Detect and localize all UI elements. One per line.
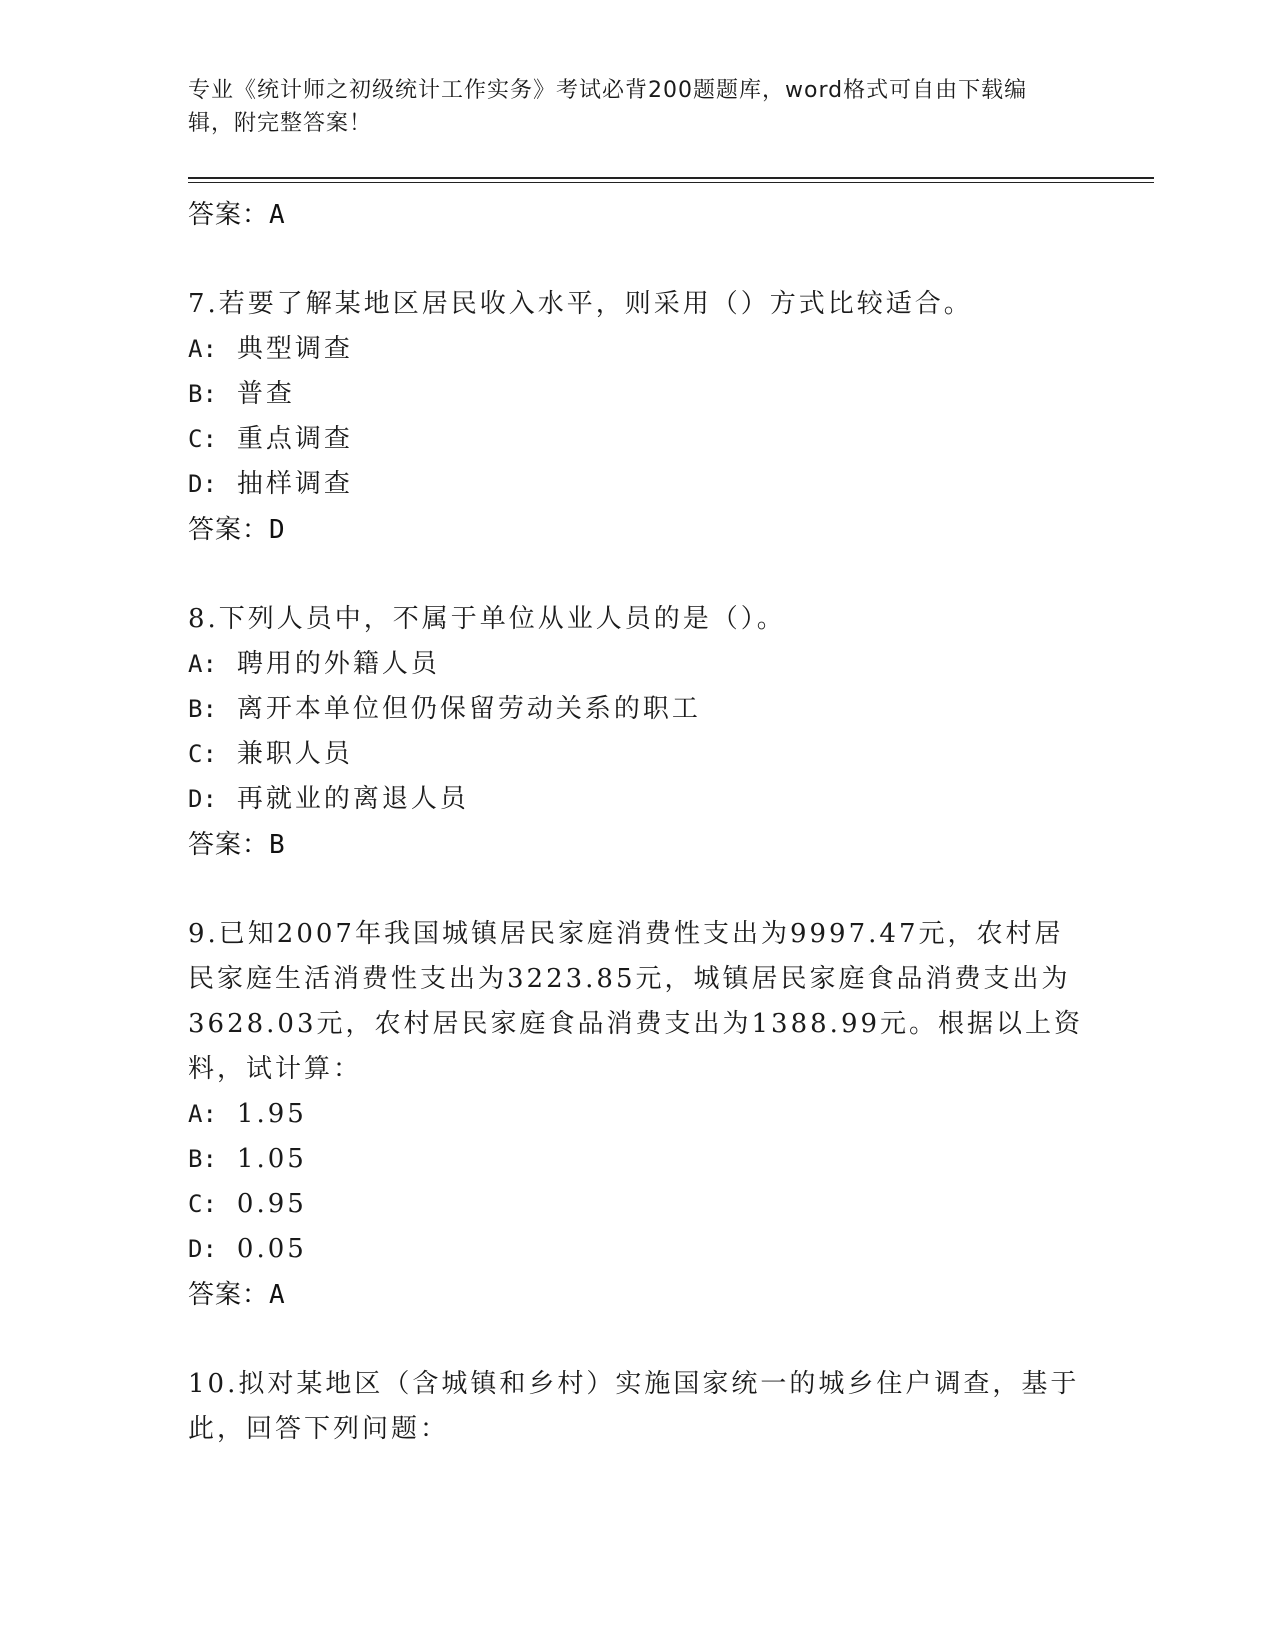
option-text: 兼职人员 bbox=[236, 739, 353, 769]
answer-value: B bbox=[269, 830, 286, 860]
option-key: B: bbox=[188, 1145, 217, 1173]
option-key: B: bbox=[188, 695, 217, 723]
option-text: 普查 bbox=[236, 379, 295, 409]
answer-value: A bbox=[269, 200, 286, 230]
option-text: 聘用的外籍人员 bbox=[236, 649, 440, 679]
answer-line bbox=[188, 822, 1088, 868]
option-b bbox=[188, 1137, 1088, 1182]
question-title: 8.下列人员中，不属于单位从业人员的是（）。 bbox=[188, 604, 786, 634]
option-c bbox=[188, 417, 1088, 462]
answer-label: 答案： bbox=[188, 830, 270, 860]
question-9 bbox=[188, 912, 1088, 1318]
option-key: D: bbox=[188, 785, 217, 813]
option-key: D: bbox=[188, 1235, 217, 1263]
header-divider bbox=[188, 177, 1154, 179]
question-title: 10.拟对某地区（含城镇和乡村）实施国家统一的城乡住户调查，基于此，回答下列问题： bbox=[188, 1369, 1080, 1444]
answer-label: 答案： bbox=[188, 1280, 270, 1310]
answer-line bbox=[188, 507, 1088, 553]
answer-label: 答案： bbox=[188, 200, 270, 230]
answer-value: D bbox=[269, 515, 286, 545]
option-d bbox=[188, 777, 1088, 822]
option-key: A: bbox=[188, 650, 217, 678]
document-body bbox=[188, 192, 1088, 1452]
option-text: 1.95 bbox=[236, 1099, 307, 1129]
option-key: A: bbox=[188, 335, 217, 363]
option-text: 重点调查 bbox=[236, 424, 353, 454]
option-d bbox=[188, 1227, 1088, 1272]
option-key: B: bbox=[188, 380, 217, 408]
answer-value: A bbox=[269, 1280, 286, 1310]
answer-line bbox=[188, 1272, 1088, 1318]
option-text: 抽样调查 bbox=[236, 469, 353, 499]
option-a bbox=[188, 1092, 1088, 1137]
option-text: 离开本单位但仍保留劳动关系的职工 bbox=[236, 694, 701, 724]
option-c bbox=[188, 1182, 1088, 1227]
option-b bbox=[188, 372, 1088, 417]
question-7 bbox=[188, 282, 1088, 553]
question-8 bbox=[188, 597, 1088, 868]
question-10 bbox=[188, 1362, 1088, 1452]
option-text: 0.95 bbox=[236, 1189, 307, 1219]
question-title: 9.已知2007年我国城镇居民家庭消费性支出为9997.47元，农村居民家庭生活消费性支出为3223.85元，城镇居民家庭食品消费支出为3628.03元，农村居民家庭食品消费支出为1388.99元。根据以上资料，试计算： bbox=[188, 919, 1084, 1084]
option-key: A: bbox=[188, 1100, 217, 1128]
header-divider-thin bbox=[188, 182, 1154, 183]
option-a bbox=[188, 642, 1088, 687]
option-b bbox=[188, 687, 1088, 732]
option-text: 典型调查 bbox=[236, 334, 353, 364]
option-key: C: bbox=[188, 740, 217, 768]
answer-line bbox=[188, 192, 1088, 238]
option-key: C: bbox=[188, 1190, 217, 1218]
option-text: 0.05 bbox=[236, 1234, 307, 1264]
option-text: 1.05 bbox=[236, 1144, 307, 1174]
document-header: 专业《统计师之初级统计工作实务》考试必背200题题库，word格式可自由下载编辑，附完整答案！ bbox=[188, 78, 1028, 136]
option-key: D: bbox=[188, 470, 217, 498]
option-key: C: bbox=[188, 425, 217, 453]
option-d bbox=[188, 462, 1088, 507]
option-c bbox=[188, 732, 1088, 777]
answer-label: 答案： bbox=[188, 515, 270, 545]
option-a bbox=[188, 327, 1088, 372]
option-text: 再就业的离退人员 bbox=[236, 784, 469, 814]
question-title: 7.若要了解某地区居民收入水平，则采用（）方式比较适合。 bbox=[188, 289, 973, 319]
